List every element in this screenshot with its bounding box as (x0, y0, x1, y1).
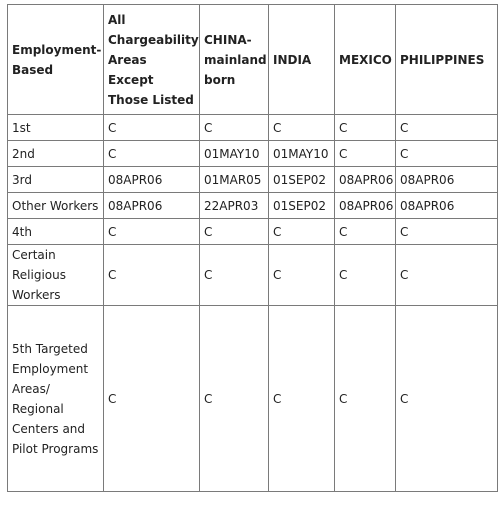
cell-india: C (269, 219, 335, 245)
row-category: 3rd (8, 167, 104, 193)
cell-philippines: C (396, 245, 498, 306)
row-category: Other Workers (8, 193, 104, 219)
visa-bulletin-table (7, 4, 498, 492)
cell-india: 01MAY10 (269, 141, 335, 167)
column-header-philippines: PHILIPPINES (396, 5, 498, 115)
cell-all-chargeability: C (104, 219, 200, 245)
cell-philippines: C (396, 219, 498, 245)
cell-china: C (200, 115, 269, 141)
cell-philippines: C (396, 115, 498, 141)
column-header-all-chargeability: All Chargeability Areas Except Those Listed (104, 5, 200, 115)
cell-china: C (200, 306, 269, 492)
cell-mexico: C (335, 245, 396, 306)
table-row-4th (8, 219, 498, 245)
row-category: 1st (8, 115, 104, 141)
cell-mexico: 08APR06 (335, 167, 396, 193)
cell-china: C (200, 219, 269, 245)
cell-philippines: 08APR06 (396, 193, 498, 219)
cell-mexico: C (335, 219, 396, 245)
cell-philippines: C (396, 141, 498, 167)
row-category: Certain Religious Workers (8, 245, 104, 306)
cell-philippines: 08APR06 (396, 167, 498, 193)
cell-india: C (269, 245, 335, 306)
table-row-3rd (8, 167, 498, 193)
row-category: 2nd (8, 141, 104, 167)
cell-mexico: 08APR06 (335, 193, 396, 219)
column-header-mexico: MEXICO (335, 5, 396, 115)
column-header-india: INDIA (269, 5, 335, 115)
cell-mexico: C (335, 306, 396, 492)
cell-china: 01MAR05 (200, 167, 269, 193)
table-row-other-workers (8, 193, 498, 219)
cell-all-chargeability: 08APR06 (104, 167, 200, 193)
row-category: 4th (8, 219, 104, 245)
cell-india: C (269, 306, 335, 492)
table-row-2nd (8, 141, 498, 167)
cell-all-chargeability: C (104, 245, 200, 306)
cell-mexico: C (335, 141, 396, 167)
cell-all-chargeability: C (104, 306, 200, 492)
cell-mexico: C (335, 115, 396, 141)
cell-india: 01SEP02 (269, 167, 335, 193)
cell-all-chargeability: C (104, 141, 200, 167)
table-header-row (8, 5, 498, 115)
column-header-china: CHINA-mainland born (200, 5, 269, 115)
table-row-5th (8, 306, 498, 492)
column-header-employment-based: Employment-Based (8, 5, 104, 115)
cell-china: 22APR03 (200, 193, 269, 219)
cell-china: C (200, 245, 269, 306)
table-row-religious-workers (8, 245, 498, 306)
cell-all-chargeability: 08APR06 (104, 193, 200, 219)
cell-china: 01MAY10 (200, 141, 269, 167)
cell-all-chargeability: C (104, 115, 200, 141)
cell-india: C (269, 115, 335, 141)
row-category: 5th Targeted Employment Areas/ Regional Centers and Pilot Programs (8, 306, 104, 492)
cell-philippines: C (396, 306, 498, 492)
cell-india: 01SEP02 (269, 193, 335, 219)
table-row-1st (8, 115, 498, 141)
